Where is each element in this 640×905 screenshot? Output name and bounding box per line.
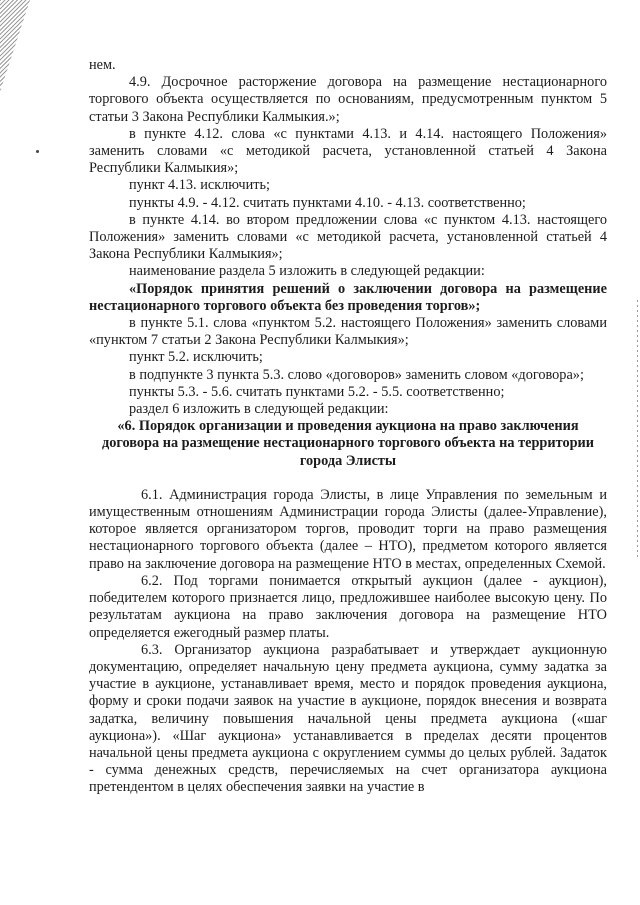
amendment-5-1: в пункте 5.1. слова «пунктом 5.2. настоящего Положения» заменить словами «пунктом 7 статьи 2 Закона Республики Калмыкия»;	[89, 315, 607, 349]
amendment-section-5-title: наименование раздела 5 изложить в следующей редакции:	[129, 263, 485, 280]
amendment-renumber-4: пункты 4.9. - 4.12. считать пунктами 4.10. - 4.13. соответственно;	[129, 194, 526, 211]
document-page	[89, 57, 607, 797]
paragraph-6-2: 6.2. Под торгами понимается открытый аукцион (далее - аукцион), победителем которого признается лицо, предложившее наиболее высокую цену. По результатам аукциона на право заключения договора на размещение НТО определяется ежегодный размер платы.	[89, 572, 607, 641]
section-5-new-title: «Порядок принятия решений о заключении договора на размещение нестационарного торгового объекта без проведения торгов»;	[89, 280, 607, 314]
scan-edge-artifact	[637, 300, 638, 560]
amendment-5-3: в подпункте 3 пункта 5.3. слово «договоров» заменить словом «договора»;	[129, 366, 584, 383]
paragraph-6-1: 6.1. Администрация города Элисты, в лице Управления по земельным и имущественным отношениям Администрации города Элисты (далее-Управление), которое является организатором торгов, проводит торги на право размещения нестационарного торгового объекта (далее – НТО), предметом которого является право на заключение договора на размещение НТО в местах, определенных Схемой.	[89, 486, 607, 572]
amendment-5-2: пункт 5.2. исключить;	[129, 349, 263, 366]
amendment-section-6: раздел 6 изложить в следующей редакции:	[129, 401, 389, 418]
amendment-4-14: в пункте 4.14. во втором предложении слова «с пунктом 4.13. настоящего Положения» заменить словами «с методикой расчета, установленной статьей 4 Закона Республики Калмыкия»;	[89, 211, 607, 263]
amendment-renumber-5: пункты 5.3. - 5.6. считать пунктами 5.2. - 5.5. соответственно;	[129, 383, 505, 400]
spacer	[89, 470, 607, 487]
paragraph-6-3: 6.3. Организатор аукциона разрабатывает и утверждает аукционную документацию, определяет начальную цену предмета аукциона, сумму задатка за участие в аукционе, устанавливает время, место и порядок проведения аукциона, форму и сроки подачи заявок на участие в аукционе, порядок внесения и возврата задатка, величину повышения начальной цены предмета аукциона («шаг аукциона»). «Шаг аукциона» устанавливается в пределах десяти процентов начальной цены предмета аукциона с округлением суммы до целых рублей. Задаток - сумма денежных средств, перечисляемых на счет организатора аукциона претендентом в целях обеспечения заявки на участие в	[89, 641, 607, 796]
amendment-4-12: в пункте 4.12. слова «с пунктами 4.13. и 4.14. настоящего Положения» заменить словами «с методикой расчета, установленной статьей 4 Закона Республики Калмыкия»;	[89, 125, 607, 177]
scan-dot-artifact	[36, 150, 39, 153]
scan-corner-shadow	[0, 0, 30, 92]
amendment-4-13: пункт 4.13. исключить;	[129, 177, 270, 194]
section-6-heading: «6. Порядок организации и проведения аукциона на право заключения договора на размещение нестационарного торгового объекта на территории города Элисты	[101, 418, 595, 469]
text-continuation: нем.	[89, 57, 116, 73]
paragraph-4-9: 4.9. Досрочное расторжение договора на размещение нестационарного торгового объекта осуществляется по основаниям, предусмотренным пунктом 5 статьи 3 Закона Республики Калмыкия.»;	[89, 74, 607, 125]
